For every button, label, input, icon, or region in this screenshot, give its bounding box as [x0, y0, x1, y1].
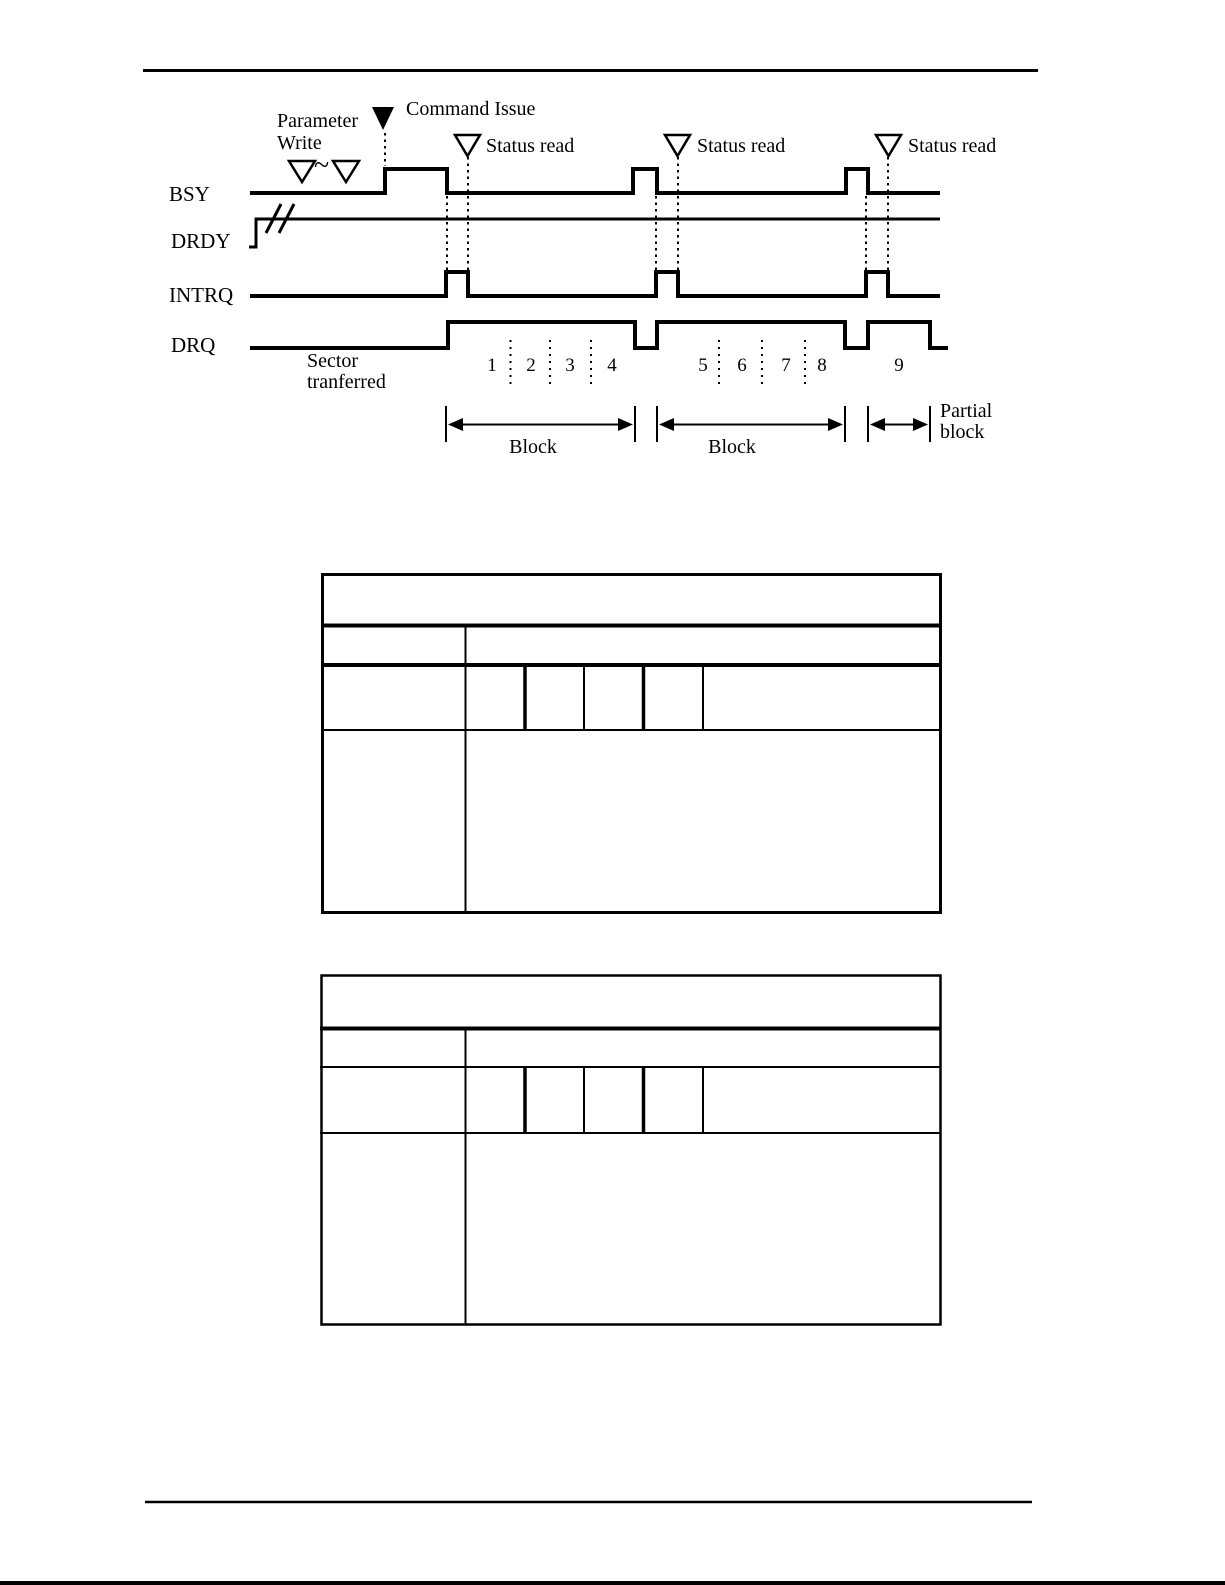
table-upper	[321, 575, 941, 913]
command-issue-marker-icon	[372, 107, 394, 130]
signal-label-drq: DRQ	[171, 333, 216, 357]
sector-number: 1	[487, 355, 497, 376]
parameter-write-tilde: ~	[314, 150, 330, 181]
signal-label-bsy: BSY	[169, 182, 210, 206]
sector-number: 3	[565, 355, 575, 376]
status-read-marker-icon	[665, 135, 690, 156]
parameter-write-marker-icon	[289, 161, 315, 182]
bsy-waveform	[250, 169, 940, 193]
status-read-label: Status read	[486, 135, 575, 157]
drdy-waveform	[249, 219, 940, 247]
status-read-marker-icon	[876, 135, 901, 156]
status-read-label: Status read	[697, 135, 786, 157]
block-span-arrow	[659, 418, 843, 431]
parameter-write-label: Parameter Write	[277, 110, 359, 154]
signal-label-drdy: DRDY	[171, 229, 231, 253]
table-lower	[320, 976, 941, 1325]
page-bottom-edge	[0, 1581, 1225, 1585]
sector-number: 4	[607, 355, 617, 376]
block-span-arrow	[870, 418, 928, 431]
drq-waveform	[250, 322, 948, 348]
sector-number: 6	[737, 355, 747, 376]
block-label: Block	[708, 436, 756, 458]
sector-transferred-label: Sector tranferred	[307, 350, 386, 393]
block-label: Block	[509, 436, 557, 458]
status-read-marker-icon	[455, 135, 480, 156]
sector-number: 2	[526, 355, 536, 376]
intrq-waveform	[250, 272, 940, 296]
signal-label-intrq: INTRQ	[169, 283, 234, 307]
sector-number: 7	[781, 355, 791, 376]
partial-block-label: Partial block	[940, 400, 993, 443]
sector-number: 5	[698, 355, 708, 376]
command-issue-label: Command Issue	[406, 98, 536, 120]
status-read-label: Status read	[908, 135, 997, 157]
parameter-write-marker-icon	[333, 161, 359, 182]
sector-number: 9	[894, 355, 904, 376]
block-span-arrow	[448, 418, 633, 431]
sector-number: 8	[817, 355, 827, 376]
